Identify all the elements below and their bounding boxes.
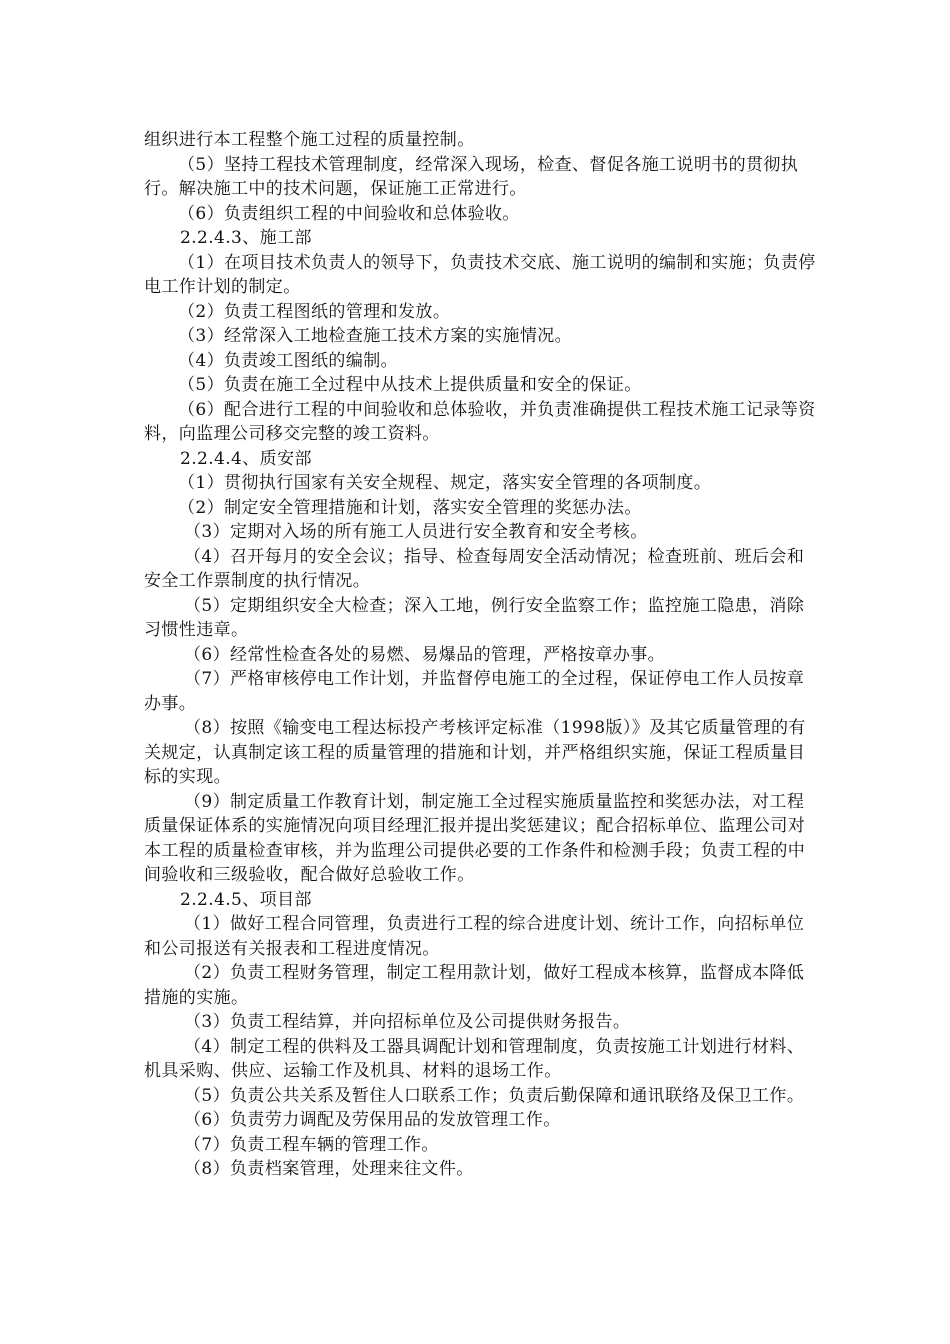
- list-item: （6）配合进行工程的中间验收和总体验收，并负责准确提供工程技术施工记录等资料，向监理公司移交完整的竣工资料。: [144, 399, 816, 444]
- continued-paragraph: 组织进行本工程整个施工过程的质量控制。: [144, 130, 475, 150]
- list-item: （5）坚持工程技术管理制度，经常深入现场，检查、督促各施工说明书的贯彻执行。解决施工中的技术问题，保证施工正常进行。: [144, 154, 799, 199]
- list-item: （4）负责竣工图纸的编制。: [178, 350, 399, 371]
- list-item: （5）负责公共关系及暂住人口联系工作；负责后勤保障和通讯联络及保卫工作。: [184, 1085, 805, 1106]
- list-item: （7）负责工程车辆的管理工作。: [184, 1134, 439, 1155]
- section-heading: 2.2.4.5、项目部: [180, 889, 312, 910]
- list-item: （4）召开每月的安全会议；指导、检查每周安全活动情况；检查班前、班后会和安全工作票制度的执行情况。: [144, 546, 805, 591]
- list-item: （3）定期对入场的所有施工人员进行安全教育和安全考核。: [184, 522, 648, 542]
- list-item: （2）负责工程财务管理，制定工程用款计划，做好工程成本核算，监督成本降低措施的实施。: [144, 963, 805, 1008]
- list-item: （8）负责档案管理，处理来往文件。: [184, 1159, 474, 1179]
- list-item: （7）严格审核停电工作计划，并监督停电施工的全过程，保证停电工作人员按章办事。: [144, 669, 805, 714]
- list-item: （3）负责工程结算，并向招标单位及公司提供财务报告。: [184, 1012, 631, 1032]
- list-item: （6）经常性检查各处的易燃、易爆品的管理，严格按章办事。: [184, 644, 666, 665]
- list-item: （2）制定安全管理措施和计划，落实安全管理的奖惩办法。: [178, 497, 642, 518]
- list-item: （6）负责劳力调配及劳保用品的发放管理工作。: [184, 1110, 561, 1130]
- section-heading: 2.2.4.4、质安部: [180, 448, 312, 469]
- list-item: （1）贯彻执行国家有关安全规程、规定，落实安全管理的各项制度。: [178, 473, 712, 493]
- list-item: （2）负责工程图纸的管理和发放。: [178, 301, 451, 322]
- section-heading: 2.2.4.3、施工部: [180, 228, 312, 248]
- list-item: （9）制定质量工作教育计划，制定施工全过程实施质量监控和奖惩办法，对工程质量保证体系的实施情况向项目经理汇报并提出奖惩建议；配合招标单位、监理公司对本工程的质量检查审核，并为监理公司提供必要的工作条件和检测手段；负责工程的中间验收和三级验收，配合做好总验收工作。: [144, 791, 806, 885]
- list-item: （5）定期组织安全大检查；深入工地，例行安全监察工作；监控施工隐患，消除习惯性违章。: [144, 595, 805, 640]
- list-item: （5）负责在施工全过程中从技术上提供质量和安全的保证。: [178, 375, 642, 395]
- list-item: （3）经常深入工地检查施工技术方案的实施情况。: [178, 326, 573, 346]
- list-item: （1）做好工程合同管理，负责进行工程的综合进度计划、统计工作，向招标单位和公司报送有关报表和工程进度情况。: [144, 914, 805, 959]
- list-item: （1）在项目技术负责人的领导下，负责技术交底、施工说明的编制和实施；负责停电工作计划的制定。: [144, 252, 816, 297]
- list-item: （8）按照《输变电工程达标投产考核评定标准（1998版）》及其它质量管理的有关规定，认真制定该工程的质量管理的措施和计划，并严格组织实施，保证工程质量目标的实现。: [144, 718, 806, 787]
- list-item: （6）负责组织工程的中间验收和总体验收。: [178, 203, 520, 224]
- list-item: （4）制定工程的供料及工器具调配计划和管理制度，负责按施工计划进行材料、机具采购、供应、运输工作及机具、材料的退场工作。: [144, 1036, 805, 1081]
- document-body: [144, 128, 820, 1182]
